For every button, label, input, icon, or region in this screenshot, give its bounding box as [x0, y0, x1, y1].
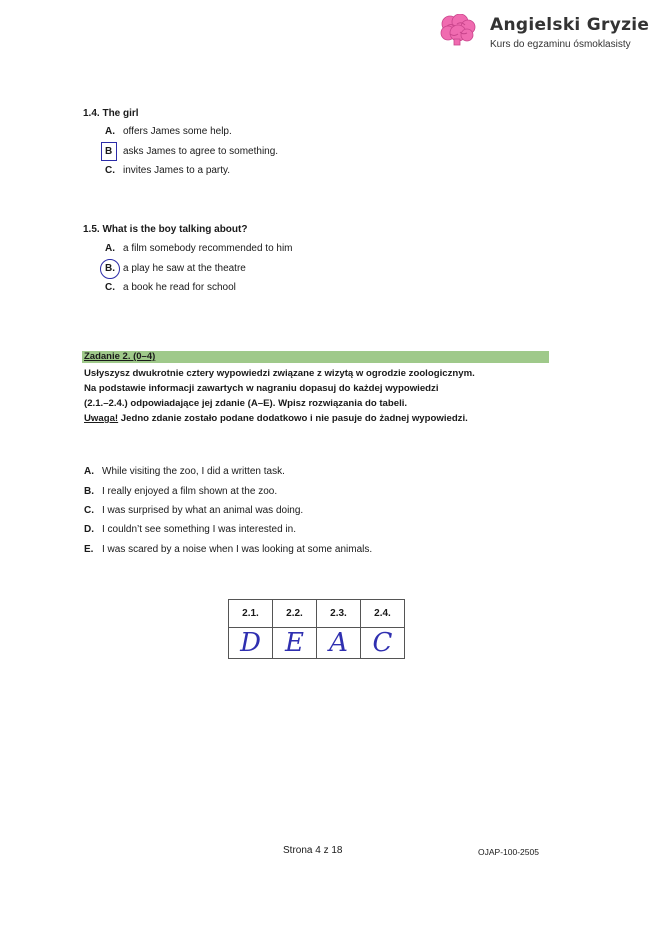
task-instruction-line-3: (2.1.–2.4.) odpowiadające jej zdanie (A–E). Wpisz rozwiązania do tabeli. [84, 398, 408, 409]
question-1-5-title: 1.5. What is the boy talking about? [83, 224, 248, 235]
page-number: Strona 4 z 18 [283, 845, 343, 856]
exam-code: OJAP-100-2505 [478, 847, 539, 857]
q14-option-a: A. offers James some help. [105, 126, 232, 137]
warning-text: Jedno zdanie zostało podane dodatkowo i nie pasuje do żadnej wypowiedzi. [118, 413, 468, 424]
task2-option-a: A. While visiting the zoo, I did a written task. [84, 466, 285, 477]
answer-table [228, 599, 405, 659]
q14-option-b: B asks James to agree to something. [105, 146, 279, 157]
brain-logo-icon [440, 14, 476, 46]
task2-option-c: C. I was surprised by what an animal was doing. [84, 505, 304, 516]
answer-cell-2-3[interactable]: A [317, 628, 361, 659]
task-warning [84, 413, 468, 424]
answer-cell-2-2[interactable]: E [273, 628, 317, 659]
brand-subtitle: Kurs do egzaminu ósmoklasisty [490, 39, 631, 50]
question-1-4-title: 1.4. The girl [83, 108, 139, 119]
table-header-2-2: 2.2. [273, 600, 317, 628]
table-header-2-4: 2.4. [361, 600, 405, 628]
warning-label: Uwaga! [84, 413, 119, 424]
task2-option-d: D. I couldn’t see something I was interested in. [84, 524, 296, 535]
task2-option-e: E. I was scared by a noise when I was looking at some animals. [84, 544, 373, 555]
answer-mark-circle [100, 259, 120, 279]
table-header-2-1: 2.1. [229, 600, 273, 628]
brand-title: Angielski Gryzie [490, 15, 650, 35]
q15-option-a: A. a film somebody recommended to him [105, 243, 293, 254]
task2-option-b: B. I really enjoyed a film shown at the zoo. [84, 486, 278, 497]
q15-option-c: C. a book he read for school [105, 282, 236, 293]
task-instruction-line-2: Na podstawie informacji zawartych w nagraniu dopasuj do każdej wypowiedzi [84, 383, 439, 394]
answer-cell-2-4[interactable]: C [361, 628, 405, 659]
task-instruction-line-1: Usłyszysz dwukrotnie cztery wypowiedzi związane z wizytą w ogrodzie zoologicznym. [84, 368, 475, 379]
task-2-title: Zadanie 2. (0–4) [84, 351, 156, 362]
q14-option-c: C. invites James to a party. [105, 165, 231, 176]
q15-option-b: B. a play he saw at the theatre [105, 263, 246, 274]
table-header-2-3: 2.3. [317, 600, 361, 628]
answer-cell-2-1[interactable]: D [229, 628, 273, 659]
answer-mark-box [101, 142, 117, 161]
